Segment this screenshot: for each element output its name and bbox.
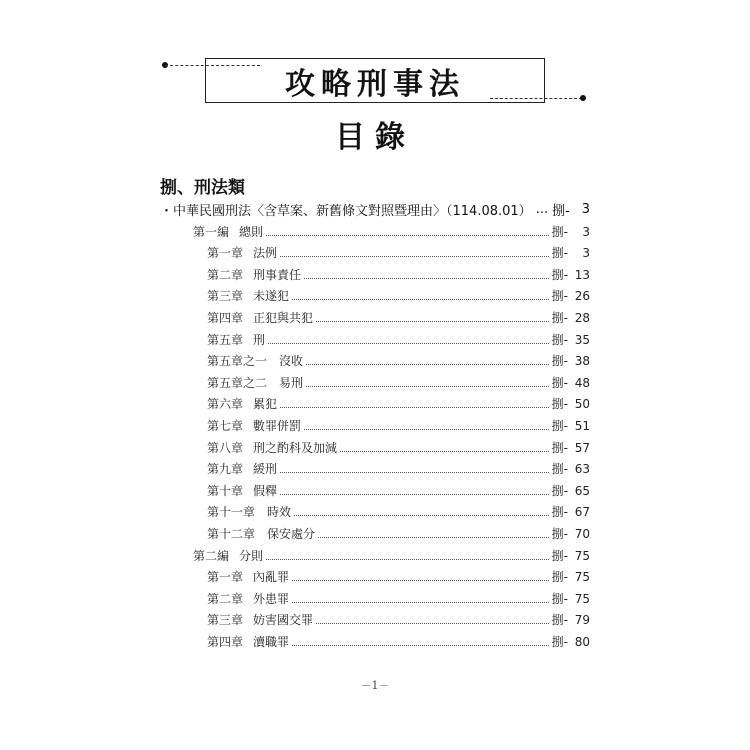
toc-label xyxy=(207,374,303,391)
page-number: 3 xyxy=(582,224,590,239)
page-number: 75 xyxy=(574,591,590,606)
page-number: 3 xyxy=(581,201,590,217)
page-reference xyxy=(552,223,590,240)
toc-label xyxy=(207,590,289,607)
page-number: 75 xyxy=(574,548,590,563)
toc-label xyxy=(207,395,277,412)
page-number: 67 xyxy=(574,505,590,520)
dot-leader xyxy=(304,278,549,279)
dot-leader xyxy=(292,645,549,646)
toc-chapter-row[interactable] xyxy=(207,330,590,348)
page-reference xyxy=(552,547,590,564)
toc-number: 第七章 xyxy=(207,418,244,433)
page-reference xyxy=(552,352,590,369)
dot-leader xyxy=(304,429,549,430)
section-mark: 捌- xyxy=(551,483,568,498)
toc-number: 第八章 xyxy=(207,440,244,455)
toc-number: 第三章 xyxy=(207,613,244,628)
section-mark: 捌- xyxy=(551,548,568,563)
page-reference xyxy=(552,590,590,607)
section-mark: 捌- xyxy=(551,462,568,477)
toc-number: 第四章 xyxy=(207,634,244,649)
toc-label xyxy=(207,633,289,650)
page-number: 79 xyxy=(574,613,590,628)
toc-number: 第十一章 xyxy=(207,505,256,520)
page-reference xyxy=(552,374,590,391)
page-number: 65 xyxy=(574,483,590,498)
toc-label xyxy=(207,439,337,456)
page-number: 57 xyxy=(574,440,590,455)
toc-chapter-row[interactable] xyxy=(207,287,590,305)
toc-chapter-row[interactable] xyxy=(207,352,590,370)
section-mark: 捌- xyxy=(551,397,568,412)
law-title: 中華民國刑法〈含草案、新舊條文對照暨理由〉（114.08.01） xyxy=(173,203,532,219)
section-title: 捌、刑法類 xyxy=(160,178,245,198)
page-number: 51 xyxy=(574,418,590,433)
toc-number: 第四章 xyxy=(207,310,244,325)
section-mark: 捌- xyxy=(551,375,568,390)
toc-chapter-row[interactable] xyxy=(207,568,590,586)
dot-leader xyxy=(292,580,549,581)
toc-number: 第六章 xyxy=(207,397,244,412)
toc-label xyxy=(207,352,303,369)
page-number: 35 xyxy=(574,332,590,347)
toc-number: 第一編 xyxy=(193,224,230,239)
law-leader: ... xyxy=(535,201,549,217)
law-entry[interactable] xyxy=(160,200,590,218)
page-reference xyxy=(552,287,590,304)
toc-chapter-row[interactable] xyxy=(207,395,590,413)
dot-leader xyxy=(280,256,549,257)
toc-title: 法例 xyxy=(253,246,278,261)
toc-title: 總則 xyxy=(239,224,264,239)
toc-title: 刑 xyxy=(253,332,266,347)
toc-title: 分則 xyxy=(239,548,264,563)
toc-number: 第五章之二 xyxy=(207,375,268,390)
toc-chapter-row[interactable] xyxy=(207,611,590,629)
dot-leader xyxy=(266,559,549,560)
page-reference xyxy=(552,525,590,542)
toc-chapter-row[interactable] xyxy=(207,632,590,650)
toc-label xyxy=(207,525,315,542)
section-mark: 捌- xyxy=(551,246,568,261)
toc-chapter-row[interactable] xyxy=(207,308,590,326)
dot-leader xyxy=(280,407,549,408)
toc-label xyxy=(207,482,277,499)
page-number: 80 xyxy=(574,634,590,649)
toc-title: 易刑 xyxy=(279,375,304,390)
page-number: 13 xyxy=(574,267,590,282)
page-number: 63 xyxy=(574,462,590,477)
toc-label xyxy=(207,503,291,520)
dot-leader xyxy=(306,386,549,387)
dot-leader xyxy=(268,343,549,344)
section-mark: 捌- xyxy=(551,526,568,541)
toc-label xyxy=(207,266,301,283)
toc-label xyxy=(207,287,289,304)
toc-chapter-row[interactable] xyxy=(207,460,590,478)
page-reference xyxy=(552,611,590,628)
toc-chapter-row[interactable] xyxy=(207,265,590,283)
page-reference xyxy=(552,460,590,477)
section-mark: 捌- xyxy=(551,570,568,585)
page-reference xyxy=(552,439,590,456)
toc-number: 第二章 xyxy=(207,591,244,606)
toc-title: 沒收 xyxy=(279,354,304,369)
page-reference xyxy=(552,395,590,412)
dot-leader xyxy=(340,451,549,452)
toc-label xyxy=(193,547,263,564)
toc-label xyxy=(193,223,263,240)
toc-number: 第十章 xyxy=(207,483,244,498)
toc-chapter-row[interactable] xyxy=(207,481,590,499)
page-number: 75 xyxy=(574,570,590,585)
dot-leader xyxy=(316,321,549,322)
toc-chapter-row[interactable] xyxy=(207,416,590,434)
page-number: 70 xyxy=(574,526,590,541)
toc-title: 時效 xyxy=(267,505,292,520)
toc-chapter-row[interactable] xyxy=(207,244,590,262)
toc-label xyxy=(207,568,289,585)
toc-label xyxy=(207,417,301,434)
toc-heading: 目錄 xyxy=(335,120,415,155)
toc-label xyxy=(207,244,277,261)
page-reference xyxy=(552,331,590,348)
decorative-dot-right xyxy=(580,95,586,101)
toc-number: 第一章 xyxy=(207,246,244,261)
toc-number: 第五章 xyxy=(207,332,244,347)
dot-leader xyxy=(318,537,549,538)
page-footer: －1－ xyxy=(360,679,390,692)
page-reference xyxy=(552,568,590,585)
toc-title: 正犯與共犯 xyxy=(253,310,314,325)
dot-leader xyxy=(292,299,549,300)
dot-leader xyxy=(280,494,549,495)
page-number: 28 xyxy=(574,310,590,325)
toc-chapter-row[interactable] xyxy=(207,438,590,456)
toc-number: 第九章 xyxy=(207,462,244,477)
toc-chapter-row[interactable] xyxy=(207,524,590,542)
toc-number: 第三章 xyxy=(207,289,244,304)
toc-title: 外患罪 xyxy=(253,591,290,606)
toc-title: 累犯 xyxy=(253,397,278,412)
dot-leader xyxy=(294,515,549,516)
toc-title: 刑之酌科及加減 xyxy=(253,440,338,455)
page-number: 38 xyxy=(574,354,590,369)
page-reference xyxy=(552,417,590,434)
page-reference xyxy=(552,633,590,650)
section-mark: 捌- xyxy=(551,634,568,649)
bullet: ・ xyxy=(160,203,174,219)
toc-chapter-row[interactable] xyxy=(207,503,590,521)
toc-part-row[interactable] xyxy=(193,222,590,240)
dot-leader xyxy=(316,623,549,624)
section-mark: 捌- xyxy=(551,289,568,304)
section-mark: 捌- xyxy=(551,354,568,369)
page-reference xyxy=(552,482,590,499)
page-number: 50 xyxy=(574,397,590,412)
toc-number: 第二編 xyxy=(193,548,230,563)
page-number: 3 xyxy=(582,246,590,261)
page-number: 48 xyxy=(574,375,590,390)
section-mark: 捌- xyxy=(551,418,568,433)
toc-label xyxy=(207,309,313,326)
dot-leader xyxy=(280,472,549,473)
toc-title: 妨害國交罪 xyxy=(253,613,314,628)
toc-title: 數罪併罰 xyxy=(253,418,302,433)
toc-label xyxy=(207,611,313,628)
book-title: 攻略刑事法 xyxy=(285,66,465,102)
page-number: 26 xyxy=(574,289,590,304)
toc-number: 第二章 xyxy=(207,267,244,282)
section-mark: 捌- xyxy=(551,310,568,325)
section-mark: 捌- xyxy=(551,505,568,520)
toc-number: 第一章 xyxy=(207,570,244,585)
toc-title: 假釋 xyxy=(253,483,278,498)
toc-title: 刑事責任 xyxy=(253,267,302,282)
book-title-box xyxy=(205,58,545,103)
toc-number: 第十二章 xyxy=(207,526,256,541)
section-mark: 捌- xyxy=(551,224,568,239)
section-mark: 捌- xyxy=(551,332,568,347)
toc-title: 緩刑 xyxy=(253,462,278,477)
toc-label xyxy=(207,331,265,348)
section-mark: 捌- xyxy=(551,591,568,606)
toc-chapter-row[interactable] xyxy=(207,373,590,391)
dot-leader xyxy=(306,364,549,365)
page-reference xyxy=(552,309,590,326)
toc-chapter-row[interactable] xyxy=(207,589,590,607)
section-mark: 捌- xyxy=(551,267,568,282)
toc-title: 內亂罪 xyxy=(253,570,290,585)
page-reference xyxy=(552,244,590,261)
dot-leader xyxy=(266,235,549,236)
page-reference xyxy=(552,266,590,283)
section-mark: 捌- xyxy=(551,613,568,628)
page-reference xyxy=(552,503,590,520)
toc-part-row[interactable] xyxy=(193,546,590,564)
toc-title: 瀆職罪 xyxy=(253,634,290,649)
section-mark: 捌- xyxy=(552,203,570,219)
dot-leader xyxy=(292,602,549,603)
toc-title: 未遂犯 xyxy=(253,289,290,304)
toc-label xyxy=(207,460,277,477)
decorative-dashed-line-right xyxy=(490,98,582,99)
section-mark: 捌- xyxy=(551,440,568,455)
toc-title: 保安處分 xyxy=(267,526,316,541)
toc-number: 第五章之一 xyxy=(207,354,268,369)
